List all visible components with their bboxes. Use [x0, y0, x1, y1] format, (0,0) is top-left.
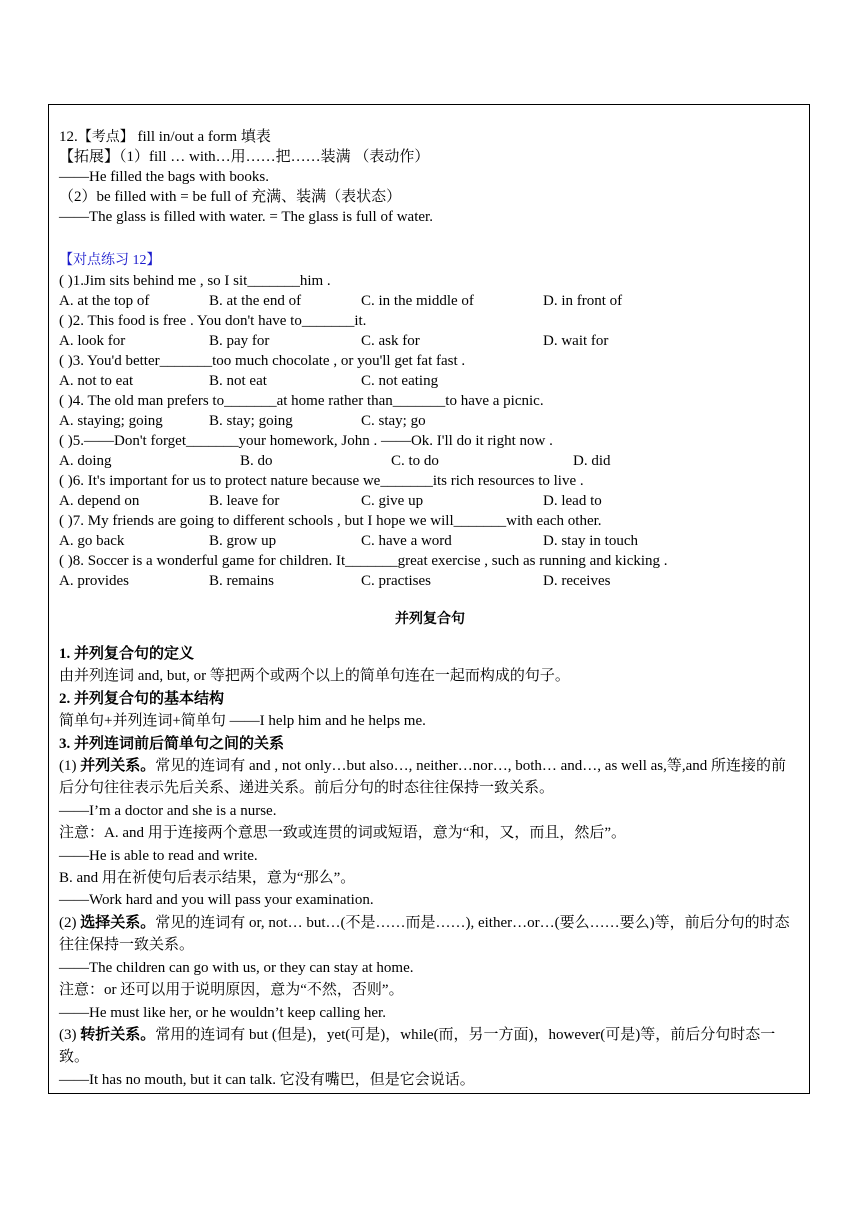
relation-3-text: 常用的连词有 but (但是)，yet(可是)，while(而，另一方面)，however(可是)等，前后分句时态一致。 [59, 1026, 776, 1066]
kaodian-tag: 【考点】 [77, 130, 134, 145]
option-a[interactable]: A. provides [59, 573, 129, 589]
question-stem: ( )5.——Don't forget_______your homework, John . ——Ok. I'll do it right now . [59, 433, 553, 449]
option-d[interactable]: D. did [573, 453, 611, 469]
grammar-section [59, 643, 801, 1091]
relation-2-keyword: 选择关系。 [80, 914, 156, 931]
content-body [59, 127, 801, 1091]
relation-2-example-1: ——The children can go with us, or they can stay at home. [59, 959, 414, 976]
grammar-heading-2: 2. 并列复合句的基本结构 [59, 690, 225, 707]
option-b[interactable]: B. do [240, 453, 273, 469]
question-options [59, 491, 801, 511]
option-a[interactable]: A. go back [59, 533, 125, 549]
relation-1-example-3: ——Work hard and you will pass your examination. [59, 892, 374, 909]
question-options [59, 531, 801, 551]
section-number: 12. [59, 129, 78, 145]
option-a[interactable]: A. staying; going [59, 413, 163, 429]
option-d[interactable]: D. lead to [543, 493, 602, 509]
option-b[interactable]: B. not eat [209, 373, 267, 389]
option-b[interactable]: B. remains [209, 573, 274, 589]
option-a[interactable]: A. not to eat [59, 373, 134, 389]
option-a[interactable]: A. at the top of [59, 293, 150, 309]
relation-1 [59, 755, 801, 800]
question-options [59, 571, 801, 591]
section-title-text: fill in/out a form 填表 [133, 129, 271, 145]
relation-2-note: 注意：or 还可以用于说明原因，意为“不然，否则”。 [59, 982, 404, 999]
relation-3-keyword: 转折关系。 [80, 1026, 156, 1043]
option-c[interactable]: C. in the middle of [361, 293, 474, 309]
option-c[interactable]: C. stay; go [361, 413, 426, 429]
option-c[interactable]: C. have a word [361, 533, 452, 549]
question-options [59, 371, 801, 391]
question-options [59, 331, 801, 351]
grammar-para-1: 由并列连词 and, but, or 等把两个或两个以上的简单句连在一起而构成的句子。 [59, 668, 570, 685]
option-b[interactable]: B. pay for [209, 333, 270, 349]
grammar-heading-1: 1. 并列复合句的定义 [59, 646, 195, 662]
option-a[interactable]: A. depend on [59, 493, 140, 509]
practice-heading: 【对点练习 12】 [59, 253, 161, 268]
extension-1: （1）fill … with…用……把……装满 （表动作） [119, 149, 430, 165]
option-a[interactable]: A. look for [59, 333, 126, 349]
question-stem: ( )1.Jim sits behind me , so I sit_______him . [59, 273, 331, 289]
relation-3-num: (3) [59, 1026, 81, 1043]
option-d[interactable]: D. stay in touch [543, 533, 638, 549]
question-options [59, 291, 801, 311]
option-c[interactable]: C. to do [391, 453, 439, 469]
question-stem: ( )3. You'd better_______too much chocolate , or you'll get fat fast . [59, 353, 466, 369]
extension-2-example: ——The glass is filled with water. = The glass is full of water. [59, 209, 433, 225]
option-b[interactable]: B. leave for [209, 493, 280, 509]
question-options [59, 451, 801, 471]
relation-1-text: 常见的连词有 and , not only…but also…, neither…nor…, both… and…, as well as,等,and 所连接的前后分句往往表示先后关系、递进关系。前后分句的时态往往保持一致关系。 [59, 758, 787, 797]
relation-1-note-1: 注意：A. and 用于连接两个意思一致或连贯的词或短语，意为“和，又，而且，然后”。 [59, 825, 627, 842]
option-c[interactable]: C. not eating [361, 373, 439, 389]
option-d[interactable]: D. receives [543, 573, 611, 589]
relation-2-text: 常见的连词有 or, not… but…(不是……而是……), either…or…(要么……要么)等，前后分句的时态往往保持一致关系。 [59, 914, 790, 954]
relation-2 [59, 912, 801, 957]
extension-2: （2）be filled with = be full of 充满、装满（表状态） [59, 189, 402, 205]
option-b[interactable]: B. at the end of [209, 293, 302, 309]
content-frame [48, 104, 810, 1094]
relation-2-num: (2) [59, 914, 81, 931]
grammar-para-2: 简单句+并列连词+简单句 ——I help him and he helps me. [59, 713, 426, 730]
option-c[interactable]: C. ask for [361, 333, 420, 349]
relation-1-note-2: B. and 用在祈使句后表示结果，意为“那么”。 [59, 870, 356, 887]
option-d[interactable]: D. in front of [543, 293, 623, 309]
relation-1-example-2: ——He is able to read and write. [59, 847, 258, 864]
question-list [59, 271, 801, 591]
question-stem: ( )6. It's important for us to protect nature because we_______its rich resources to live . [59, 473, 584, 489]
option-c[interactable]: C. practises [361, 573, 431, 589]
relation-1-keyword: 并列关系。 [80, 758, 156, 775]
section-12-title [59, 127, 801, 147]
grammar-heading-3: 3. 并列连词前后简单句之间的关系 [59, 735, 285, 752]
question-stem: ( )4. The old man prefers to_______at home rather than_______to have a picnic. [59, 393, 544, 409]
question-stem: ( )8. Soccer is a wonderful game for children. It_______great exercise , such as running and kicking . [59, 553, 668, 569]
extension-tag: 【拓展】 [59, 149, 120, 165]
grammar-title: 并列复合句 [395, 611, 465, 627]
extension-1-example: ——He filled the bags with books. [59, 169, 269, 185]
option-a[interactable]: A. doing [59, 453, 112, 469]
relation-2-example-2: ——He must like her, or he wouldn’t keep calling her. [59, 1004, 386, 1021]
relation-3 [59, 1024, 801, 1069]
question-options [59, 411, 801, 431]
relation-3-example-1: ——It has no mouth, but it can talk. 它没有嘴巴，但是它会说话。 [59, 1071, 475, 1088]
option-c[interactable]: C. give up [361, 493, 424, 509]
option-b[interactable]: B. stay; going [209, 413, 293, 429]
extension-line-1 [59, 147, 801, 167]
relation-1-example-1: ——I’m a doctor and she is a nurse. [59, 802, 277, 819]
option-b[interactable]: B. grow up [209, 533, 277, 549]
relation-1-num: (1) [59, 758, 81, 775]
option-d[interactable]: D. wait for [543, 333, 609, 349]
question-stem: ( )2. This food is free . You don't have to_______it. [59, 313, 367, 329]
question-stem: ( )7. My friends are going to different schools , but I hope we will_______with each other. [59, 513, 602, 529]
